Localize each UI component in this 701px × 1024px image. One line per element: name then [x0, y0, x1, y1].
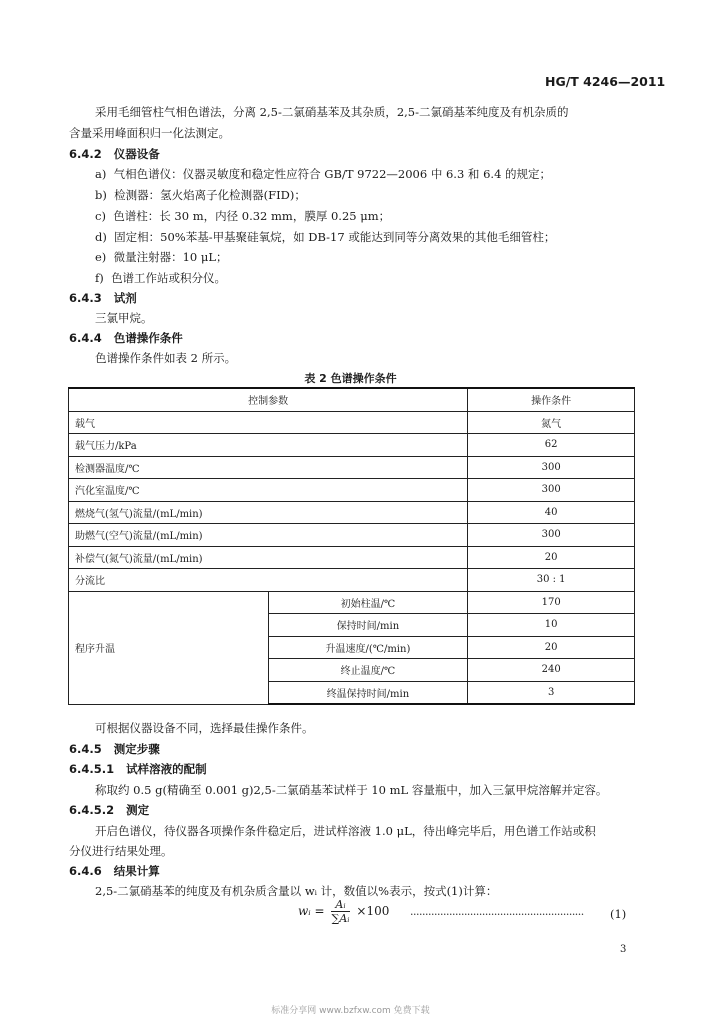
table-row: 检测器温度/℃ 300 [69, 456, 635, 479]
table-row: 分流比 30 : 1 [69, 569, 635, 592]
section-6-4-4-heading: 6.4.4 色谱操作条件 [69, 331, 183, 345]
section-title: 仪器设备 [113, 147, 160, 161]
measure-line-2: 分仪进行结果处理。 [69, 844, 173, 858]
table-row: 载气 氮气 [69, 411, 635, 434]
formula-rhs: ×100 [356, 904, 390, 918]
list-item: f) 色谱工作站或积分仪。 [95, 271, 227, 285]
table-row: 助燃气(空气)流量/(mL/min) 300 [69, 524, 635, 547]
table-row: 补偿气(氮气)流量/(mL/min) 20 [69, 546, 635, 569]
standard-number: HG/T 4246—2011 [545, 74, 666, 89]
formula-denominator: ∑Aᵢ [331, 912, 350, 925]
section-6-4-6-heading: 6.4.6 结果计算 [69, 864, 160, 878]
section-6-4-5-2-heading: 6.4.5.2 测定 [69, 803, 150, 817]
formula-number: (1) [610, 907, 627, 921]
col-header-param: 控制参数 [69, 388, 468, 411]
formula-fraction [331, 898, 349, 925]
page-number: 3 [620, 944, 627, 955]
footer-watermark: 标准分享网 www.bzfxw.com 免费下载 [271, 1006, 430, 1016]
formula-1 [298, 898, 389, 925]
formula-numerator: Aᵢ [331, 898, 349, 912]
reagent-text: 三氯甲烷。 [95, 311, 153, 325]
conditions-table [68, 387, 635, 705]
col-header-cond: 操作条件 [468, 388, 635, 411]
section-6-4-3-heading: 6.4.3 试剂 [69, 291, 137, 305]
measure-line-1: 开启色谱仪，待仪器各项操作条件稳定后，进试样溶液 1.0 μL，待出峰完毕后，用色谱工作站或积 [95, 824, 596, 838]
section-number: 6.4.2 [69, 147, 102, 161]
sample-prep-text: 称取约 0.5 g(精确至 0.001 g)2,5-二氯硝基苯试样于 10 mL 容量瓶中，加入三氯甲烷溶解并定容。 [95, 783, 608, 797]
program-label: 程序升温 [69, 591, 269, 704]
table-row: 载气压力/kPa 62 [69, 434, 635, 457]
section-6-4-5-1-heading: 6.4.5.1 试样溶液的配制 [69, 762, 207, 776]
list-item: e) 微量注射器：10 μL； [95, 250, 228, 264]
calc-text: 2,5-二氯硝基苯的纯度及有机杂质含量以 wᵢ 计，数值以%表示，按式(1)计算： [95, 884, 498, 898]
table-row: 燃烧气(氢气)流量/(mL/min) 40 [69, 501, 635, 524]
table-header-row [69, 388, 635, 411]
list-item: a) 气相色谱仪：仪器灵敏度和稳定性应符合 GB/T 9722—2006 中 6.3 和 6.4 的规定； [95, 167, 552, 181]
formula-lhs: wᵢ = [298, 904, 325, 918]
section-6-4-5-heading: 6.4.5 测定步骤 [69, 742, 160, 756]
table-row: 程序升温 初始柱温/℃ 170 [69, 591, 635, 614]
list-item: c) 色谱柱：长 30 m，内径 0.32 mm，膜厚 0.25 μm； [95, 209, 391, 223]
after-table-note: 可根据仪器设备不同，选择最佳操作条件。 [95, 721, 314, 735]
list-item: d) 固定相：50%苯基-甲基聚硅氧烷，如 DB-17 或能达到同等分离效果的其他毛细管柱； [95, 230, 556, 244]
intro-line-1: 采用毛细管柱气相色谱法，分离 2,5-二氯硝基苯及其杂质，2,5-二氯硝基苯纯度及有机杂质的 [95, 105, 569, 119]
table-caption: 表 2 色谱操作条件 [304, 372, 397, 385]
conditions-text: 色谱操作条件如表 2 所示。 [95, 351, 237, 365]
table-row: 汽化室温度/℃ 300 [69, 479, 635, 502]
section-6-4-2-heading [69, 146, 160, 162]
table-row: 终温保持时间/min 3 [69, 681, 635, 704]
table-row: 升温速度/(℃/min) 20 [69, 636, 635, 659]
list-item: b) 检测器：氢火焰离子化检测器(FID)； [95, 188, 306, 202]
formula-leader-dots: ·························································· [410, 908, 584, 921]
table-row: 终止温度/℃ 240 [69, 659, 635, 682]
table-row: 保持时间/min 10 [69, 614, 635, 637]
intro-line-2: 含量采用峰面积归一化法测定。 [69, 126, 230, 140]
